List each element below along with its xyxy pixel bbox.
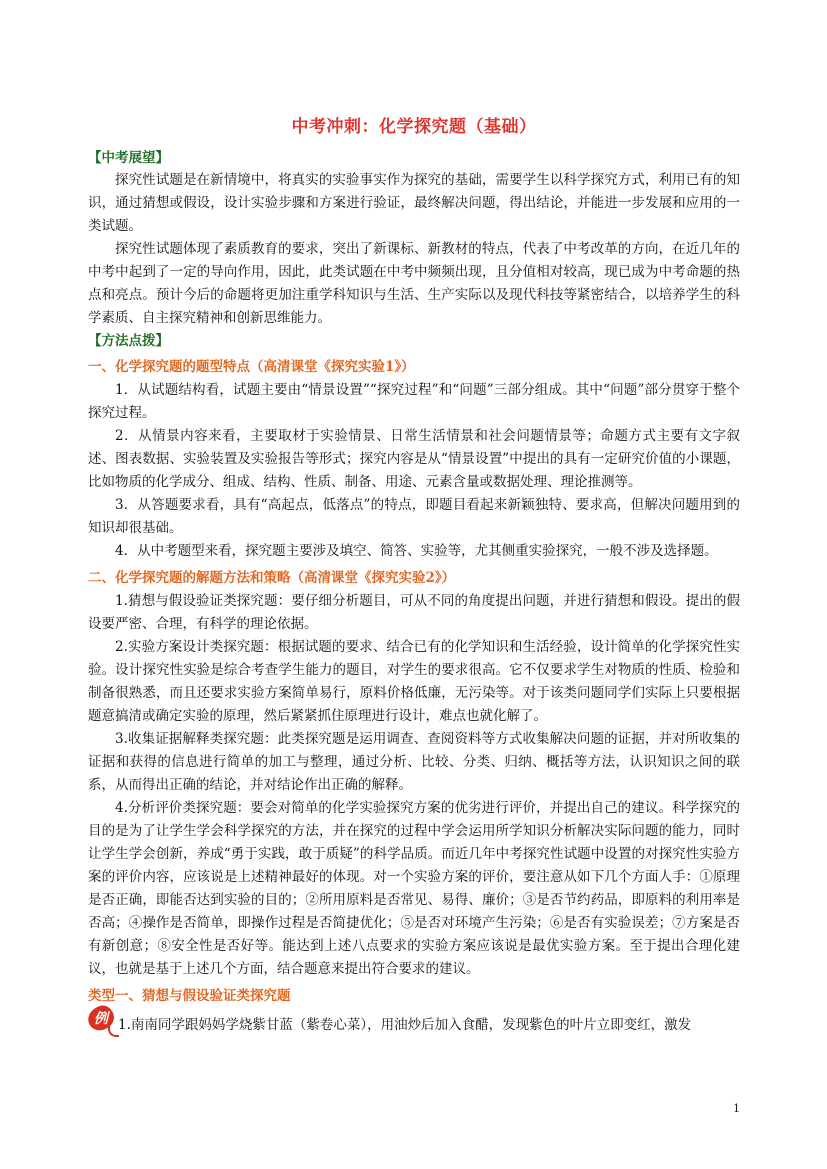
features-paragraph-1: 1．从试题结构看，试题主要由“情景设置”“探究过程”和“问题”三部分组成。其中“问题”部分贯穿于整个探究过程。 <box>88 382 740 421</box>
document-page <box>88 104 740 1037</box>
example-question-text: 1.南南同学跟妈妈学烧紫甘蓝（紫卷心菜），用油炒后加入食醋，发现紫色的叶片立即变红，激发 <box>118 1017 692 1033</box>
section-heading-outlook: 【中考展望】 <box>88 150 169 166</box>
features-paragraph-3: 3．从答题要求看，具有“高起点，低落点”的特点，即题目看起来新颖独特、要求高，但解决问题用到的知识却很基础。 <box>88 497 740 536</box>
outlook-paragraph-1: 探究性试题是在新情境中，将真实的实验事实作为探究的基础，需要学生以科学探究方式，利用已有的知识，通过猜想或假设，设计实验步骤和方案进行验证，最终解决问题，得出结论，并能进一步发展和应用的一类试题。 <box>88 172 740 234</box>
strategies-paragraph-4: 4.分析评价类探究题：要会对简单的化学实验探究方案的优劣进行评价，并提出自己的建议。科学探究的目的是为了让学生学会科学探究的方法，并在探究的过程中学会运用所学知识分析解决实际问题的能力，同时让学生学会创新，养成“勇于实践，敢于质疑”的科学品质。而近几年中考探究性试题中设置的对探究性实验方案的评价内容，应该说是上述精神最好的体现。对一个实验方案的评价，要注意从如下几个方面人手：①原理是否正确，即能否达到实验的目的；②所用原料是否常见、易得、廉价；③是否节约药品，即原料的利用率是否高；④操作是否简单，即操作过程是否简捷优化；⑤是否对环境产生污染；⑥是否有实验误差；⑦方案是否有新创意；⑧安全性是否好等。能达到上述八点要求的实验方案应该说是最优实验方案。至于提出合理化建议，也就是基于上述几个方面，结合题意来提出符合要求的建议。 <box>88 800 740 977</box>
outlook-paragraph-2: 探究性试题体现了素质教育的要求，突出了新课标、新教材的特点，代表了中考改革的方向，在近几年的中考中起到了一定的导向作用，因此，此类试题在中考中频频出现，且分值相对较高，现已成为中考命题的热点和亮点。预计今后的命题将更加注重学科知识与生活、生产实际以及现代科技等紧密结合，以培养学生的科学素质、自主探究精神和创新思维能力。 <box>88 241 740 326</box>
subsection-heading-features: 一、化学探究题的题型特点（高清课堂《探究实验1》） <box>88 359 415 375</box>
features-paragraph-4: 4．从中考题型来看，探究题主要涉及填空、简答、实验等，尤其侧重实验探究，一般不涉及选择题。 <box>115 543 718 559</box>
section-heading-methods: 【方法点拨】 <box>88 333 169 349</box>
page-title: 中考冲刺：化学探究题（基础） <box>291 117 537 137</box>
example-badge-icon <box>88 1006 116 1032</box>
type-heading-1: 类型一、猜想与假设验证类探究题 <box>88 988 291 1004</box>
subsection-heading-strategies: 二、化学探究题的解题方法和策略（高清课堂《探究实验2》） <box>88 570 456 586</box>
strategies-paragraph-1: 1.猜想与假设验证类探究题：要仔细分析题目，可从不同的角度提出问题，并进行猜想和假设。提出的假设要严密、合理，有科学的理论依据。 <box>88 593 740 632</box>
page-number: 1 <box>733 1102 740 1115</box>
example-badge-label: 例 <box>94 1011 108 1027</box>
features-paragraph-2: 2．从情景内容来看，主要取材于实验情景、日常生活情景和社会问题情景等；命题方式主要有文字叙述、图表数据、实验装置及实验报告等形式；探究内容是从“情景设置”中提出的具有一定研究价值的小课题，比如物质的化学成分、组成、结构、性质、制备、用途、元素含量或数据处理、理论推测等。 <box>88 428 740 490</box>
strategies-paragraph-3: 3.收集证据解释类探究题：此类探究题是运用调查、查阅资料等方式收集解决问题的证据，并对所收集的证据和获得的信息进行简单的加工与整理，通过分析、比较、分类、归纳、概括等方法，认识知识之间的联系，从而得出正确的结论，并对结论作出正确的解释。 <box>88 731 740 793</box>
example-block <box>88 1011 740 1037</box>
strategies-paragraph-2: 2.实验方案设计类探究题：根据试题的要求、结合已有的化学知识和生活经验，设计简单的化学探究性实验。设计探究性实验是综合考查学生能力的题目，对学生的要求很高。它不仅要求学生对物质的性质、检验和制备很熟悉，而且还要求实验方案简单易行，原料价格低廉，无污染等。对于该类问题同学们实际上只要根据题意搞清或确定实验的原理，然后紧紧抓住原理进行设计，难点也就化解了。 <box>88 639 740 724</box>
